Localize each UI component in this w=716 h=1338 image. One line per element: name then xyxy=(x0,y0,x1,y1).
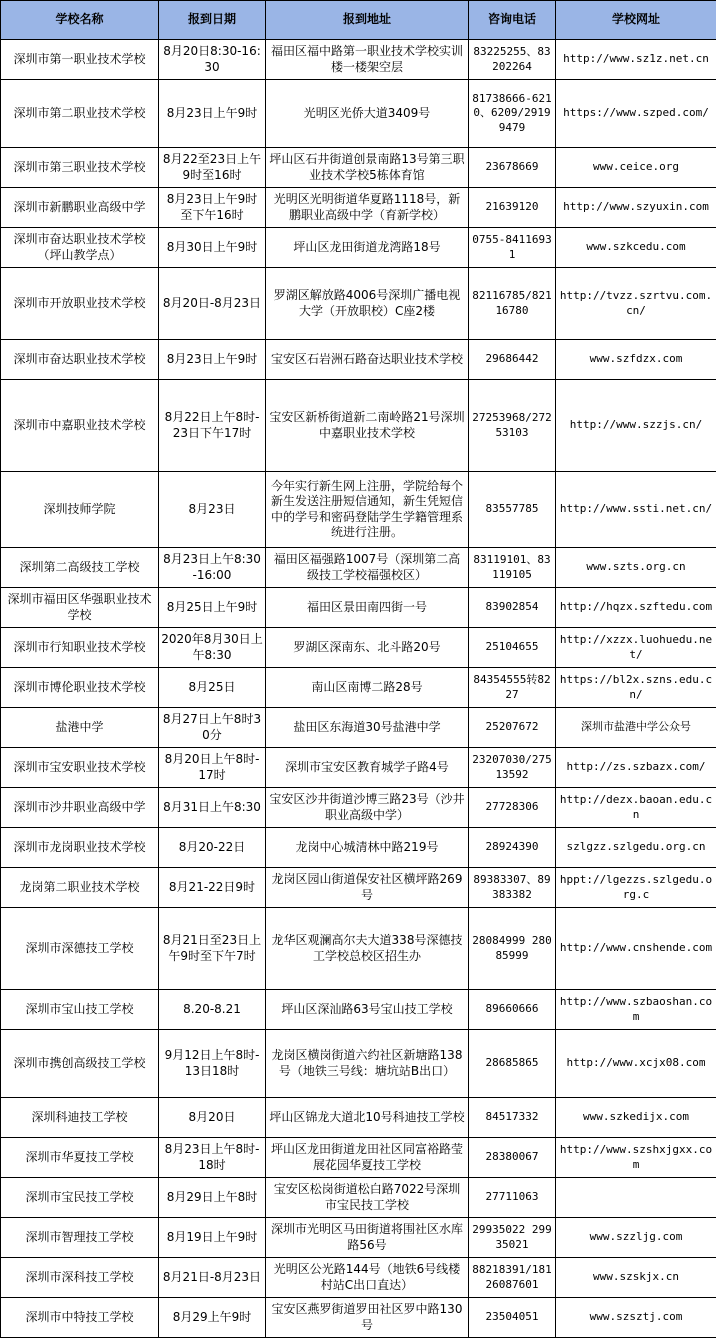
phone-cell: 0755-84116931 xyxy=(469,228,556,268)
table-row xyxy=(1,828,716,868)
table-row xyxy=(1,228,716,268)
address-cell: 宝安区燕罗街道罗田社区罗中路130号 xyxy=(266,1298,469,1338)
table-row xyxy=(1,188,716,228)
school-name-cell: 深圳技师学院 xyxy=(1,472,159,548)
date-cell: 8月23日上午9时至下午16时 xyxy=(159,188,266,228)
school-name-cell: 深圳市携创高级技工学校 xyxy=(1,1030,159,1098)
header-website: 学校网址 xyxy=(556,1,716,40)
website-link[interactable]: szlgzz.szlgedu.org.cn xyxy=(556,828,716,868)
phone-cell: 28924390 xyxy=(469,828,556,868)
website-link[interactable]: http://www.szbaoshan.com xyxy=(556,990,716,1030)
address-cell: 深圳市光明区马田街道将围社区水库路56号 xyxy=(266,1218,469,1258)
school-name-cell: 深圳第二高级技工学校 xyxy=(1,548,159,588)
header-registration-address: 报到地址 xyxy=(266,1,469,40)
table-row xyxy=(1,472,716,548)
website-link[interactable]: http://www.szzjs.cn/ xyxy=(556,380,716,472)
address-cell: 坪山区龙田街道龙湾路18号 xyxy=(266,228,469,268)
phone-cell: 84517332 xyxy=(469,1098,556,1138)
website-link[interactable]: http://zs.szbazx.com/ xyxy=(556,748,716,788)
website-link[interactable]: www.szzljg.com xyxy=(556,1218,716,1258)
address-cell: 光明区公光路144号（地铁6号线楼村站C出口直达） xyxy=(266,1258,469,1298)
address-cell: 宝安区沙井街道沙博三路23号（沙井职业高级中学） xyxy=(266,788,469,828)
date-cell: 8月23日上午8:30-16:00 xyxy=(159,548,266,588)
website-link[interactable]: www.szsztj.com xyxy=(556,1298,716,1338)
address-cell: 龙华区观澜高尔夫大道338号深德技工学校总校区招生办 xyxy=(266,908,469,990)
phone-cell: 25207672 xyxy=(469,708,556,748)
address-cell: 坪山区龙田街道龙田社区同富裕路莹展花园华夏技工学校 xyxy=(266,1138,469,1178)
table-row xyxy=(1,1098,716,1138)
table-row xyxy=(1,708,716,748)
date-cell: 8.20-8.21 xyxy=(159,990,266,1030)
school-name-cell: 深圳市宝民技工学校 xyxy=(1,1178,159,1218)
school-name-cell: 深圳市开放职业技术学校 xyxy=(1,268,159,340)
phone-cell: 28380067 xyxy=(469,1138,556,1178)
table-row xyxy=(1,1030,716,1098)
date-cell: 8月22至23日上午9时至16时 xyxy=(159,148,266,188)
table-row xyxy=(1,868,716,908)
address-cell: 盐田区东海道30号盐港中学 xyxy=(266,708,469,748)
website-link[interactable]: http://www.szyuxin.com xyxy=(556,188,716,228)
table-row xyxy=(1,788,716,828)
date-cell: 8月21日-8月23日 xyxy=(159,1258,266,1298)
school-name-cell: 深圳市新鹏职业高级中学 xyxy=(1,188,159,228)
school-name-cell: 深圳市宝山技工学校 xyxy=(1,990,159,1030)
school-name-cell: 深圳市福田区华强职业技术学校 xyxy=(1,588,159,628)
table-row xyxy=(1,40,716,80)
address-cell: 深圳市宝安区教育城学子路4号 xyxy=(266,748,469,788)
date-cell: 2020年8月30日上午8:30 xyxy=(159,628,266,668)
address-cell: 龙岗中心城清林中路219号 xyxy=(266,828,469,868)
phone-cell: 89383307、89383382 xyxy=(469,868,556,908)
date-cell: 8月19日上午9时 xyxy=(159,1218,266,1258)
phone-cell: 27711063 xyxy=(469,1178,556,1218)
school-name-cell: 深圳市智理技工学校 xyxy=(1,1218,159,1258)
school-name-cell: 深圳市沙井职业高级中学 xyxy=(1,788,159,828)
address-cell: 坪山区深汕路63号宝山技工学校 xyxy=(266,990,469,1030)
date-cell: 8月29日上午8时 xyxy=(159,1178,266,1218)
address-cell: 坪山区石井街道创景南路13号第三职业技术学校5栋体育馆 xyxy=(266,148,469,188)
website-link[interactable]: www.szts.org.cn xyxy=(556,548,716,588)
table-row xyxy=(1,1138,716,1178)
school-name-cell: 深圳市龙岗职业技术学校 xyxy=(1,828,159,868)
website-link[interactable]: https://bl2x.szns.edu.cn/ xyxy=(556,668,716,708)
phone-cell: 21639120 xyxy=(469,188,556,228)
table-row xyxy=(1,588,716,628)
date-cell: 8月20日8:30-16:30 xyxy=(159,40,266,80)
date-cell: 8月20日-8月23日 xyxy=(159,268,266,340)
website-link[interactable]: http://tvzz.szrtvu.com.cn/ xyxy=(556,268,716,340)
address-cell: 今年实行新生网上注册，学院给每个新生发送注册短信通知，新生凭短信中的学号和密码登陆学生学籍管理系统进行注册。 xyxy=(266,472,469,548)
table-row xyxy=(1,1218,716,1258)
website-link[interactable]: http://xzzx.luohuedu.net/ xyxy=(556,628,716,668)
date-cell: 8月22日上午8时-23日下午17时 xyxy=(159,380,266,472)
school-name-cell: 深圳市奋达职业技术学校 xyxy=(1,340,159,380)
school-name-cell: 深圳市第二职业技术学校 xyxy=(1,80,159,148)
phone-cell: 27253968/27253103 xyxy=(469,380,556,472)
address-cell: 龙岗区横岗街道六约社区新塘路138号（地铁三号线：塘坑站B出口） xyxy=(266,1030,469,1098)
website-link[interactable]: www.ceice.org xyxy=(556,148,716,188)
address-cell: 光明区光侨大道3409号 xyxy=(266,80,469,148)
address-cell: 罗湖区解放路4006号深圳广播电视大学（开放职校）C座2楼 xyxy=(266,268,469,340)
address-cell: 宝安区石岩洲石路奋达职业技术学校 xyxy=(266,340,469,380)
website-link[interactable]: http://www.xcjx08.com xyxy=(556,1030,716,1098)
website-link[interactable]: www.szfdzx.com xyxy=(556,340,716,380)
phone-cell: 83119101、83119105 xyxy=(469,548,556,588)
website-link[interactable]: 深圳市盐港中学公众号 xyxy=(556,708,716,748)
header-registration-date: 报到日期 xyxy=(159,1,266,40)
phone-cell: 83902854 xyxy=(469,588,556,628)
phone-cell: 83557785 xyxy=(469,472,556,548)
website-link[interactable]: https://www.szped.com/ xyxy=(556,80,716,148)
date-cell: 8月21-22日9时 xyxy=(159,868,266,908)
table-row xyxy=(1,340,716,380)
date-cell: 8月23日上午9时 xyxy=(159,80,266,148)
table-row xyxy=(1,1258,716,1298)
date-cell: 8月30日上午9时 xyxy=(159,228,266,268)
phone-cell: 29686442 xyxy=(469,340,556,380)
phone-cell: 89660666 xyxy=(469,990,556,1030)
school-name-cell: 深圳市宝安职业技术学校 xyxy=(1,748,159,788)
table-row xyxy=(1,268,716,340)
phone-cell: 81738666-6210、6209/29199479 xyxy=(469,80,556,148)
table-row xyxy=(1,668,716,708)
table-row xyxy=(1,80,716,148)
date-cell: 8月20日上午8时-17时 xyxy=(159,748,266,788)
phone-cell: 23207030/27513592 xyxy=(469,748,556,788)
date-cell: 9月12日上午8时-13日18时 xyxy=(159,1030,266,1098)
school-name-cell: 深圳市行知职业技术学校 xyxy=(1,628,159,668)
phone-cell: 28084999 28085999 xyxy=(469,908,556,990)
date-cell: 8月20-22日 xyxy=(159,828,266,868)
school-name-cell: 盐港中学 xyxy=(1,708,159,748)
school-name-cell: 深圳市深科技工学校 xyxy=(1,1258,159,1298)
header-phone: 咨询电话 xyxy=(469,1,556,40)
school-name-cell: 深圳市博伦职业技术学校 xyxy=(1,668,159,708)
phone-cell: 82116785/82116780 xyxy=(469,268,556,340)
header-school-name: 学校名称 xyxy=(1,1,159,40)
address-cell: 坪山区锦龙大道北10号科迪技工学校 xyxy=(266,1098,469,1138)
school-name-cell: 深圳市第三职业技术学校 xyxy=(1,148,159,188)
school-name-cell: 深圳市第一职业技术学校 xyxy=(1,40,159,80)
website-link[interactable]: http://www.ssti.net.cn/ xyxy=(556,472,716,548)
address-cell: 龙岗区园山街道保安社区横坪路269号 xyxy=(266,868,469,908)
school-name-cell: 深圳市华夏技工学校 xyxy=(1,1138,159,1178)
address-cell: 罗湖区深南东、北斗路20号 xyxy=(266,628,469,668)
website-link[interactable] xyxy=(556,1178,716,1218)
address-cell: 宝安区松岗街道松白路7022号深圳市宝民技工学校 xyxy=(266,1178,469,1218)
phone-cell: 25104655 xyxy=(469,628,556,668)
table-row xyxy=(1,990,716,1030)
school-name-cell: 深圳科迪技工学校 xyxy=(1,1098,159,1138)
table-row xyxy=(1,148,716,188)
school-name-cell: 深圳市中嘉职业技术学校 xyxy=(1,380,159,472)
address-cell: 福田区福强路1007号（深圳第二高级技工学校福强校区） xyxy=(266,548,469,588)
date-cell: 8月21日至23日上午9时至下午7时 xyxy=(159,908,266,990)
table-row xyxy=(1,1178,716,1218)
website-link[interactable]: http://www.szshxjgxx.com xyxy=(556,1138,716,1178)
school-name-cell: 龙岗第二职业技术学校 xyxy=(1,868,159,908)
website-link[interactable]: www.szkcedu.com xyxy=(556,228,716,268)
header-row xyxy=(1,1,716,40)
phone-cell: 83225255、83202264 xyxy=(469,40,556,80)
school-name-cell: 深圳市深德技工学校 xyxy=(1,908,159,990)
phone-cell: 29935022 29935021 xyxy=(469,1218,556,1258)
phone-cell: 27728306 xyxy=(469,788,556,828)
address-cell: 福田区景田南四街一号 xyxy=(266,588,469,628)
date-cell: 8月31日上午8:30 xyxy=(159,788,266,828)
date-cell: 8月23日上午8时-18时 xyxy=(159,1138,266,1178)
table-row xyxy=(1,380,716,472)
phone-cell: 28685865 xyxy=(469,1030,556,1098)
school-name-cell: 深圳市中特技工学校 xyxy=(1,1298,159,1338)
date-cell: 8月25日 xyxy=(159,668,266,708)
phone-cell: 88218391/18126087601 xyxy=(469,1258,556,1298)
address-cell: 光明区光明街道华夏路1118号，新鹏职业高级中学（育新学校） xyxy=(266,188,469,228)
table-row xyxy=(1,548,716,588)
website-link[interactable]: http://dezx.baoan.edu.cn xyxy=(556,788,716,828)
website-link[interactable]: www.szskjx.cn xyxy=(556,1258,716,1298)
date-cell: 8月25日上午9时 xyxy=(159,588,266,628)
website-link[interactable]: hppt://lgezzs.szlgedu.org.c xyxy=(556,868,716,908)
date-cell: 8月27日上午8时30分 xyxy=(159,708,266,748)
table-row xyxy=(1,748,716,788)
date-cell: 8月23日 xyxy=(159,472,266,548)
website-link[interactable]: http://www.sz1z.net.cn xyxy=(556,40,716,80)
website-link[interactable]: www.szkedijx.com xyxy=(556,1098,716,1138)
website-link[interactable]: http://hqzx.szftedu.com xyxy=(556,588,716,628)
address-cell: 福田区福中路第一职业技术学校实训楼一楼架空层 xyxy=(266,40,469,80)
table-body xyxy=(1,40,716,1338)
table-row xyxy=(1,1298,716,1338)
phone-cell: 23678669 xyxy=(469,148,556,188)
address-cell: 南山区南博二路28号 xyxy=(266,668,469,708)
table-row xyxy=(1,628,716,668)
phone-cell: 23504051 xyxy=(469,1298,556,1338)
website-link[interactable]: http://www.cnshende.com xyxy=(556,908,716,990)
table-row xyxy=(1,908,716,990)
phone-cell: 84354555转8227 xyxy=(469,668,556,708)
address-cell: 宝安区新桥街道新二南岭路21号深圳中嘉职业技术学校 xyxy=(266,380,469,472)
date-cell: 8月20日 xyxy=(159,1098,266,1138)
date-cell: 8月23日上午9时 xyxy=(159,340,266,380)
date-cell: 8月29上午9时 xyxy=(159,1298,266,1338)
school-name-cell: 深圳市奋达职业技术学校（坪山教学点） xyxy=(1,228,159,268)
